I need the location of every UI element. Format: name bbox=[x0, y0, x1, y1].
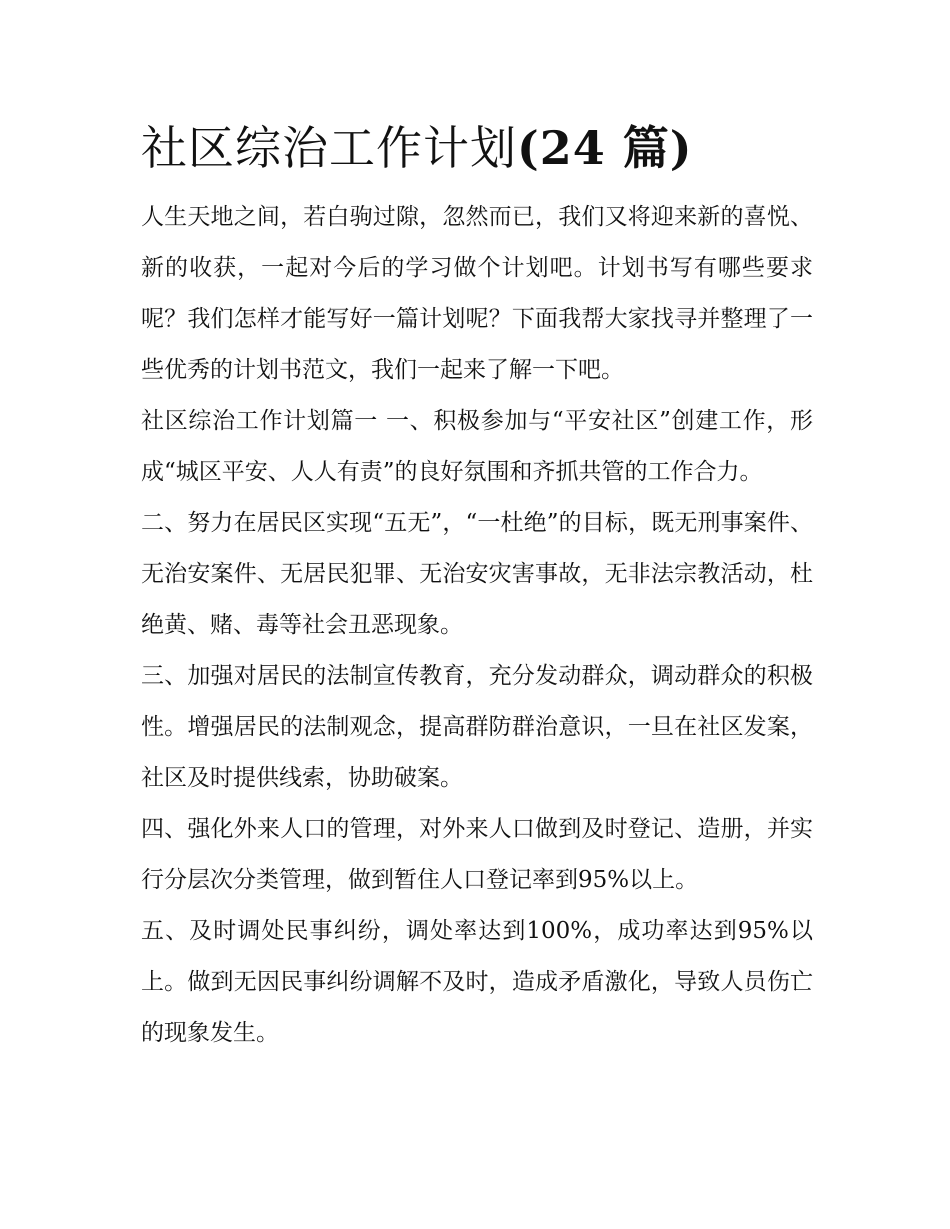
section-four-paragraph: 四、强化外来人口的管理，对外来人口做到及时登记、造册，并实行分层次分类管理，做到暂住人口登记率到95%以上。 bbox=[141, 816, 813, 893]
document-title-count: (24 篇) bbox=[517, 121, 693, 175]
document-page bbox=[141, 108, 813, 1059]
intro-paragraph: 人生天地之间，若白驹过隙，忽然而已，我们又将迎来新的喜悦、新的收获，一起对今后的学习做个计划吧。计划书写有哪些要求呢？我们怎样才能写好一篇计划呢？下面我帮大家找寻并整理了一些优秀的计划书范文，我们一起来了解一下吧。 bbox=[141, 204, 813, 383]
section-two-paragraph: 二、努力在居民区实现“五无”，“一杜绝”的目标，既无刑事案件、无治安案件、无居民犯罪、无治安灾害事故，无非法宗教活动，杜绝黄、赌、毒等社会丑恶现象。 bbox=[141, 510, 813, 638]
document-title-main: 社区综治工作计划 bbox=[141, 121, 517, 175]
section-one-paragraph: 社区综治工作计划篇一 一、积极参加与“平安社区”创建工作，形成“城区平安、人人有责”的良好氛围和齐抓共管的工作合力。 bbox=[141, 408, 813, 485]
section-three-paragraph: 三、加强对居民的法制宣传教育，充分发动群众，调动群众的积极性。增强居民的法制观念，提高群防群治意识，一旦在社区发案，社区及时提供线索，协助破案。 bbox=[141, 663, 813, 791]
document-title bbox=[141, 108, 813, 188]
section-five-paragraph: 五、及时调处民事纠纷，调处率达到100%，成功率达到95%以上。做到无因民事纠纷调解不及时，造成矛盾激化，导致人员伤亡的现象发生。 bbox=[141, 918, 813, 1046]
